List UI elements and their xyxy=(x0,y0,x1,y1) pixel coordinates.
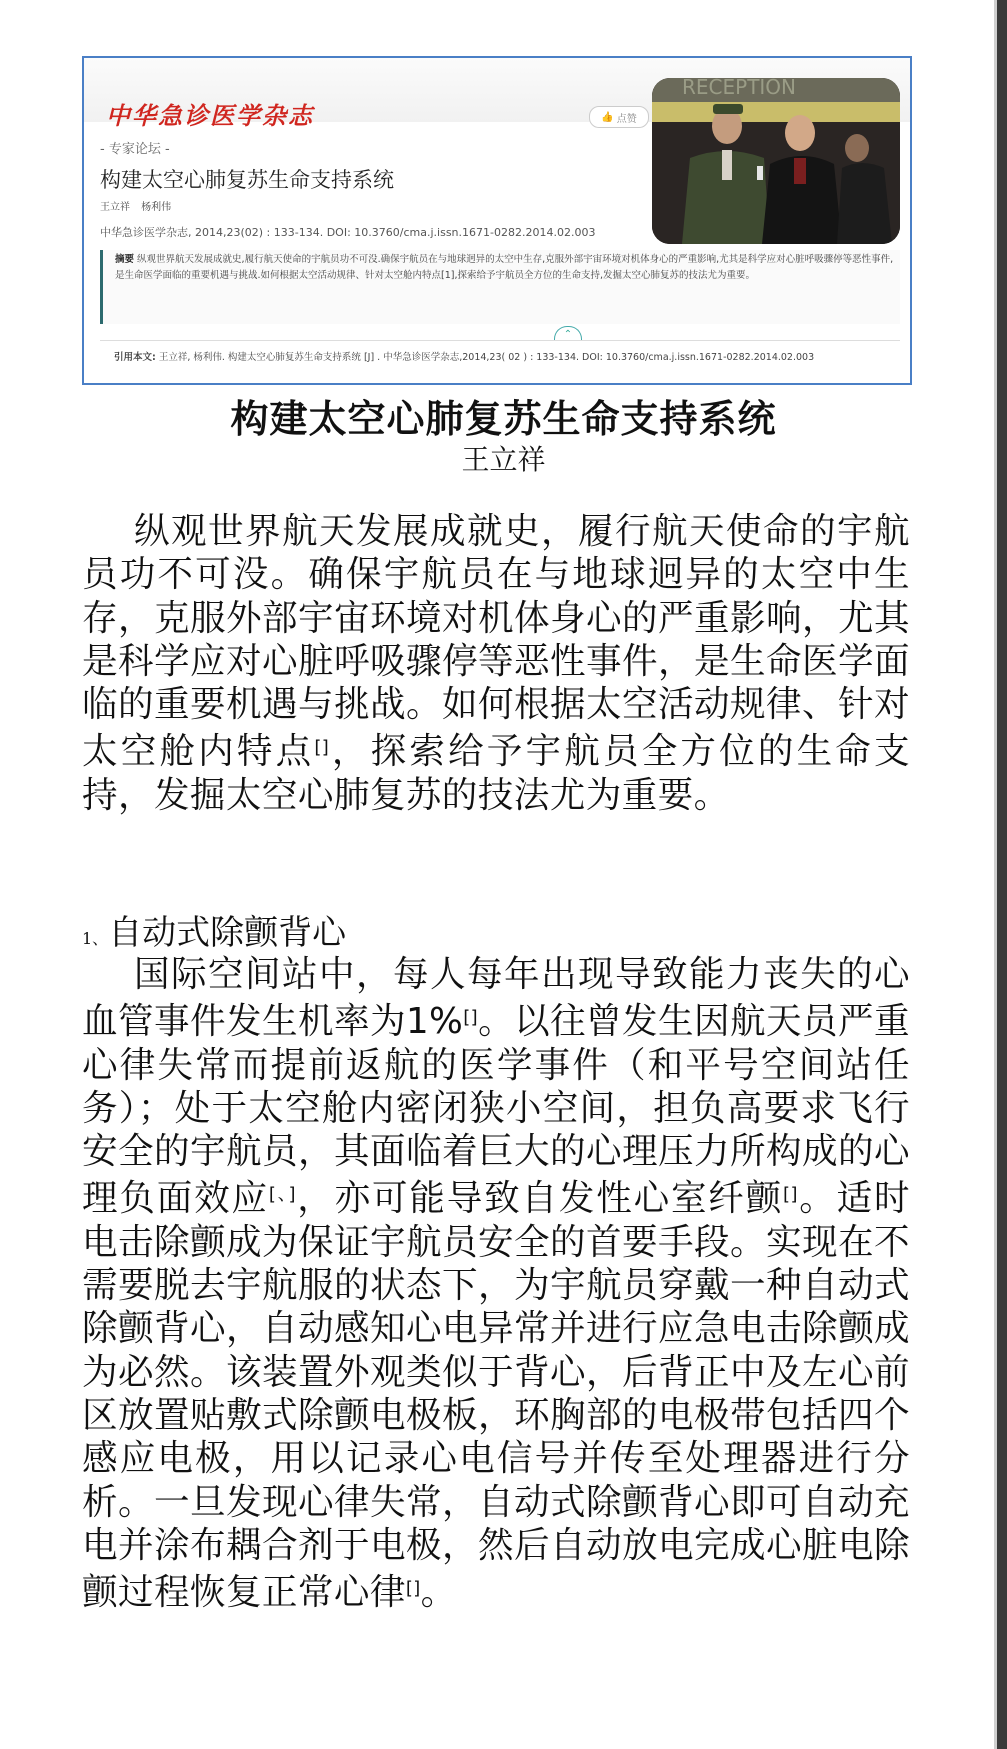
citation-ref: [] xyxy=(463,1007,479,1029)
screenshot-article-title[interactable]: 构建太空心肺复苏生命支持系统 xyxy=(100,168,394,192)
paragraph2-text-d: 。适时电击除颤成为保证宇航员安全的首要手段。实现在不需要脱去宇航服的状态下，为宇航员穿戴一种自动式除颤背心，自动感知心电异常并进行应急电击除颤成为必然。该装置外观类似于背心，后背正中及左心前区放置贴敷式除颤电极板，环胸部的电极带包括四个感应电极，用以记录心电信号并传至处理器进行分析。一旦发现心律失常，自动式除颤背心即可自动充电并涂布耦合剂于电极，然后自动放电完成心脏电除颤过程恢复正常心律 xyxy=(82,1178,911,1614)
screenshot-citation: 中华急诊医学杂志, 2014,23(02) : 133-134. DOI: 10.3760/cma.j.issn.1671-0282.2014.02.003 xyxy=(100,226,596,239)
embedded-article-screenshot xyxy=(82,56,912,385)
reference-text: 王立祥, 杨利伟. 构建太空心肺复苏生命支持系统 [J] . 中华急诊医学杂志,2014,23( 02 ) : 133-134. DOI: 10.3760/cma.j.issn.1671-0282.2014.02.003 xyxy=(158,352,815,363)
photo-banner-text: RECEPTION xyxy=(682,78,797,99)
expand-chevron-icon[interactable]: ⌃ xyxy=(554,326,582,341)
paragraph2-text-e: 。 xyxy=(420,1572,457,1614)
citation-ref: [] xyxy=(783,1184,798,1206)
like-label: 点赞 xyxy=(616,113,637,125)
divider xyxy=(100,340,900,341)
paragraph-defibrillator xyxy=(82,953,910,1614)
paragraph2-text-c: ，亦可能导致自发性心室纤颤 xyxy=(295,1178,784,1220)
citation-ref: [] xyxy=(405,1578,421,1600)
abstract-text: 纵观世界航天发展成就史,履行航天使命的宇航员功不可没.确保宇航员在与地球迥异的太空中生存,克服外部宇宙环境对机体身心的严重影响,尤其是科学应对心脏呼吸骤停等恶性事件,是生命医学面临的重要机遇与挑战.如何根据太空活动规律、针对太空舱内特点[1],探索给予宇航员全方位的生命支持,发掘太空心肺复苏的技法尤为重要。 xyxy=(115,254,894,281)
reference-box xyxy=(100,350,900,366)
screenshot-authors[interactable]: 王立祥 杨利伟 xyxy=(100,202,172,213)
paragraph2-text-b: 。以往曾发生因航天员严重心律失常而提前返航的医学事件（和平号空间站任务）；处于太空舱内密闭狭小空间，担负高要求飞行安全的宇航员，其面临着巨大的心理压力所构成的心理负面效应 xyxy=(82,1001,910,1220)
abstract-box xyxy=(100,250,900,324)
section-number: 1、 xyxy=(82,929,109,948)
thumbs-up-icon: 👍 xyxy=(601,111,614,123)
citation-ref: [] xyxy=(314,737,330,759)
reception-photo xyxy=(652,78,900,244)
reference-label: 引用本文: xyxy=(114,352,156,363)
article-title: 构建太空心肺复苏生命支持系统 xyxy=(230,397,777,441)
column-tag: - 专家论坛 - xyxy=(100,142,170,157)
page-edge xyxy=(997,0,1007,1749)
article-author: 王立祥 xyxy=(461,443,546,476)
abstract-label: 摘要 xyxy=(115,254,135,265)
page-edge-shadow xyxy=(994,0,997,1749)
paragraph-intro-text-a: 纵观世界航天发展成就史，履行航天使命的宇航员功不可没。确保宇航员在与地球迥异的太空中生存，克服外部宇宙环境对机体身心的严重影响，尤其是科学应对心脏呼吸骤停等恶性事件，是生命医学面临的重要机遇与挑战。如何根据太空活动规律、针对太空舱内特点 xyxy=(82,511,910,773)
like-button[interactable] xyxy=(589,106,649,128)
paragraph-intro xyxy=(82,510,910,817)
journal-logo: 中华急诊医学杂志 xyxy=(106,101,314,130)
section-title: 自动式除颤背心 xyxy=(108,913,347,953)
citation-ref: [、] xyxy=(268,1184,296,1206)
paragraph2-text-a: 国际空间站中，每人每年出现导致能力丧失的心血管事件发生机率为1% xyxy=(82,954,910,1043)
section-heading xyxy=(82,905,346,954)
paragraph-intro-text-b: ，探索给予宇航员全方位的生命支持，发掘太空心肺复苏的技法尤为重要。 xyxy=(82,731,910,816)
